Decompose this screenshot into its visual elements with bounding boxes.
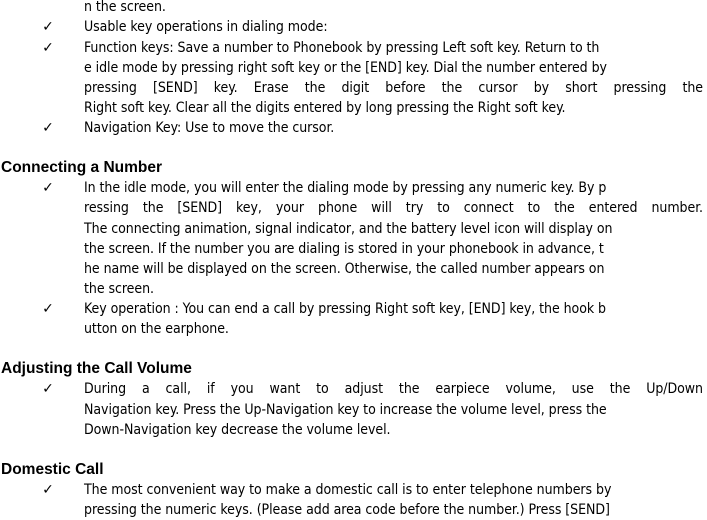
bullet-line: Function keys: Save a number to Phonebook by pressing Left soft key. Return to th xyxy=(84,40,600,56)
bullet-line: ressing the [SEND] key, your phone will try to connect to the entered number. xyxy=(84,200,703,216)
checkmark-icon: ✓ xyxy=(42,301,54,317)
bullet-line: Down-Navigation key decrease the volume level. xyxy=(84,422,391,438)
section-heading-volume: Adjusting the Call Volume xyxy=(1,360,192,377)
section-heading-connecting: Connecting a Number xyxy=(1,159,163,176)
bullet-line: pressing [SEND] key. Erase the digit before the cursor by short pressing the xyxy=(84,80,703,96)
bullet-line: pressing the numeric keys. (Please add area code before the number.) Press [SEND] xyxy=(84,502,610,518)
checkmark-icon: ✓ xyxy=(42,19,54,35)
bullet-line: utton on the earphone. xyxy=(84,321,229,337)
bullet-line: Navigation key. Press the Up-Navigation key to increase the volume level, press the xyxy=(84,402,607,418)
bullet-line: he name will be displayed on the screen. Otherwise, the called number appears on xyxy=(84,261,605,277)
checkmark-icon: ✓ xyxy=(42,381,54,397)
bullet-line: Key operation : You can end a call by pressing Right soft key, [END] key, the hook b xyxy=(84,301,606,317)
bullet-line: Right soft key. Clear all the digits entered by long pressing the Right soft key. xyxy=(84,100,566,116)
section-heading-domestic: Domestic Call xyxy=(1,461,104,478)
bullet-line: e idle mode by pressing right soft key or the [END] key. Dial the number entered by xyxy=(84,60,607,76)
checkmark-icon: ✓ xyxy=(42,180,54,196)
bullet-line: Usable key operations in dialing mode: xyxy=(84,19,328,35)
checkmark-icon: ✓ xyxy=(42,482,54,498)
checkmark-icon: ✓ xyxy=(42,120,54,136)
bullet-line: The connecting animation, signal indicator, and the battery level icon will display on xyxy=(84,221,613,237)
bullet-line: In the idle mode, you will enter the dialing mode by pressing any numeric key. By p xyxy=(84,180,607,196)
bullet-line: The most convenient way to make a domestic call is to enter telephone numbers by xyxy=(84,482,612,498)
intro-tail-text: n the screen. xyxy=(84,0,166,15)
bullet-line: Navigation Key: Use to move the cursor. xyxy=(84,120,335,136)
bullet-line: the screen. If the number you are dialing is stored in your phonebook in advance, t xyxy=(84,241,604,257)
bullet-line: During a call, if you want to adjust the earpiece volume, use the Up/Down xyxy=(84,381,703,397)
bullet-line: the screen. xyxy=(84,281,154,297)
checkmark-icon: ✓ xyxy=(42,40,54,56)
